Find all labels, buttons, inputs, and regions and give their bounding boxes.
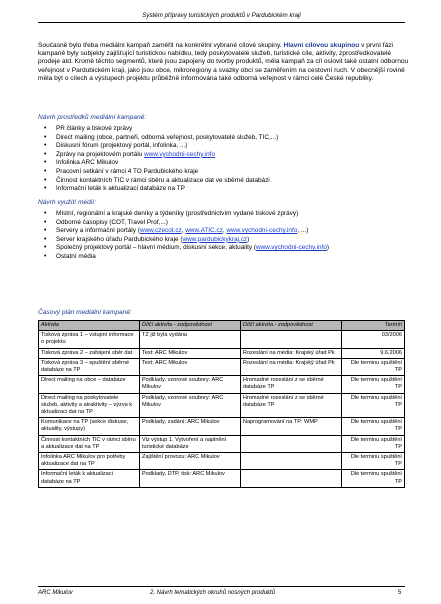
table-cell: Naprogramování na TP: WMP xyxy=(240,418,341,435)
table-cell: Viz výstup 1. Vytvoření a naplnění turistické databáze xyxy=(139,435,240,452)
link-vychodni-cechy[interactable]: www.vychodni-cechy.info xyxy=(226,227,298,235)
table-row xyxy=(39,453,405,470)
table-cell: Dle terminu spuštění TP xyxy=(341,358,404,375)
table-cell: Hromadné rozeslání z se sběrné databáze TP xyxy=(240,376,341,393)
media-item xyxy=(56,244,329,253)
media-item xyxy=(56,219,329,228)
table-row xyxy=(39,358,405,375)
table-cell: TZ již byla vydána xyxy=(139,331,240,348)
page-header: Systém přípravy turistických produktů v Pardubickém kraji xyxy=(142,12,301,19)
tools-item xyxy=(56,142,278,151)
link-vychodni-cechy[interactable]: www.vychodni-cechy.info xyxy=(255,244,327,252)
column-header: Dílčí aktivita - zodpovědnost xyxy=(139,321,240,331)
table-cell: Informační leták k aktualizaci databáze na TP xyxy=(39,470,140,487)
table-row xyxy=(39,393,405,418)
media-item-text: Místní, regionální a krajské deníky a týdeníky (prostřednictvím vydané tiskové zprávy) xyxy=(56,210,299,217)
table-cell: Hromadné rozeslání z se sběrné databáze TP xyxy=(240,393,341,418)
table-cell: Dle terminu spuštění TP xyxy=(341,470,404,487)
table-cell: Dle terminu spuštění TP xyxy=(341,393,404,418)
table-cell: Komunikace na TP (sekce diskuse, aktuality, výstupy) xyxy=(39,418,140,435)
table-cell: Činnost kontaktních TIC v rámci sběru a aktualizace dat na TP xyxy=(39,435,140,452)
media-item-text: , ...) xyxy=(297,227,309,235)
table-cell: Text: ARC Mikulov xyxy=(139,358,240,375)
table-cell: Tisková zpráva 1 – vstupní informace o projektu xyxy=(39,331,140,348)
table-cell: Dle terminu spuštění TP xyxy=(341,435,404,452)
tools-item xyxy=(56,125,278,134)
tools-item xyxy=(56,159,278,168)
tools-item-text: PR články a tiskové zprávy xyxy=(56,125,133,132)
table-cell: Podklady, vzorové soubory: ARC Mikulov xyxy=(139,376,240,393)
column-header: Termín xyxy=(341,321,404,331)
schedule-table xyxy=(38,320,405,488)
intro-rest: v první fázi kampaně byly subjekty zajišťující turistickou nabídku, tedy poskytovatelé služeb, turistické cíle, aktivity, zprostředkovatelé prodeje atd. Kromě těchto segmentů, které jsou zapojeny do tvorby produktů, měla kampaň za cíl oslovit také ostatní odbornou veřejnost v Pardubickém kraji, jako jsou obce, mikroregiony a svazky obcí se zaměřením na cestovní ruch. V obecnější rovině měla být o cílech a výstupech projektu průběžně informována také odborná veřejnost v rámci celé České republiky. xyxy=(38,42,409,82)
table-cell xyxy=(240,453,341,470)
table-cell: Rozeslání na média: Krajský úřad Pk xyxy=(240,358,341,375)
portal-link[interactable]: www.vychodni-cechy.info xyxy=(144,150,216,158)
table-cell xyxy=(240,331,341,348)
tools-item-text: Diskusní fórum (projektový portál, infolinka, ...) xyxy=(56,142,188,150)
table-cell: Tisková zpráva 3 – spuštění sběrné databáze na TP xyxy=(39,358,140,375)
table-cell: Podklady, zadání: ARC Mikulov xyxy=(139,418,240,435)
table-cell: 03/2006 xyxy=(341,331,404,348)
separator: , xyxy=(181,227,186,235)
tools-item-text: Infolinka ARC Mikulov xyxy=(56,159,119,167)
tools-item-text: Direct mailing (obce, partneři, odborná veřejnost, poskytovatelé služeb, TIC,...) xyxy=(56,133,279,141)
table-cell xyxy=(240,435,341,452)
media-item-text: Server krajského úřadu Pardubického kraje ( xyxy=(56,235,183,243)
tools-item xyxy=(56,134,278,143)
media-list xyxy=(56,210,329,262)
media-item-text: ) xyxy=(247,235,250,243)
media-item-text: ) xyxy=(326,244,330,252)
table-cell xyxy=(240,470,341,487)
tools-heading: Návrh prostředků mediální kampaně: xyxy=(38,114,147,121)
table-cell: Podklady, DTP, tisk: ARC Mikulov xyxy=(139,470,240,487)
table-cell: 9.6.2006 xyxy=(341,348,404,358)
header-rule xyxy=(38,22,405,23)
media-item-text: Servery a informační portály ( xyxy=(56,227,140,235)
table-cell: Tisková zpráva 2 – zahájení sběr dat xyxy=(39,348,140,358)
table-row xyxy=(39,418,405,435)
intro-bold: Hlavní cílovou skupinou xyxy=(283,42,360,49)
table-cell: Text: ARC Mikulov xyxy=(139,348,240,358)
table-cell: Dle terminu spuštění TP xyxy=(341,418,404,435)
column-header: Aktivita xyxy=(39,321,140,331)
page-number: 5 xyxy=(398,590,402,596)
media-item-text: Ostatní média xyxy=(56,252,96,260)
tools-item xyxy=(56,185,278,194)
tools-item-text: Pracovní setkání v rámci 4 TO Pardubického kraje xyxy=(56,167,199,175)
media-heading: Návrh využití médií: xyxy=(38,199,96,206)
media-item xyxy=(56,236,329,245)
table-row xyxy=(39,348,405,358)
link-czecot[interactable]: www.czecot.cz xyxy=(139,227,182,235)
tools-item xyxy=(56,168,278,177)
column-header: Dílčí aktivita - zodpovědnost xyxy=(240,321,341,331)
table-header-row xyxy=(39,321,405,331)
tools-list xyxy=(56,125,278,194)
table-row xyxy=(39,470,405,487)
schedule-heading: Časový plán mediální kampaně: xyxy=(38,309,132,316)
tools-item-text: Informační leták k aktualizaci databáze na TP xyxy=(56,185,185,193)
tools-item-text: Zprávy na projektovém portálu xyxy=(56,150,145,158)
table-cell: Rozeslání na média: Krajský úřad Pk xyxy=(240,348,341,358)
intro-paragraph xyxy=(38,42,410,83)
media-item xyxy=(56,210,329,219)
table-cell: Dle terminu spuštění TP xyxy=(341,453,404,470)
media-item-text: Odborné časopisy (COT, Travel Prof,...) xyxy=(56,218,168,226)
table-cell: Infolinka ARC Mikulov pro potřeby aktualizace dat na TP xyxy=(39,453,140,470)
tools-item xyxy=(56,177,278,186)
tools-item xyxy=(56,151,278,160)
media-item-text: Společný projektový portál – hlavní médium, diskusní sekce, aktuality ( xyxy=(56,244,256,252)
footer-center: 2. Návrh tematických okruhů nosných produktů xyxy=(150,590,276,596)
intro-lead: Současně bylo třeba mediální kampaň zaměřit na konkrétní vybrané cílové skupiny. xyxy=(38,42,282,49)
table-row xyxy=(39,331,405,348)
tools-item-text: Činnost kontaktních TIC v rámci sběru a aktualizace dat ve sběrné databázi xyxy=(56,176,270,184)
footer-rule xyxy=(38,586,405,587)
media-item xyxy=(56,253,329,262)
table-cell: Direct mailing na obce – databáze xyxy=(39,376,140,393)
separator: , xyxy=(222,227,227,235)
table-cell: Zajištění provozu: ARC Mikulov xyxy=(139,453,240,470)
table-cell: Direct mailing na poskytovatele služeb, aktivity a atraktivity – výzva k aktualizaci dat na TP xyxy=(39,393,140,418)
table-row xyxy=(39,435,405,452)
table-row xyxy=(39,376,405,393)
link-atic[interactable]: www.ATIC.cz xyxy=(185,227,223,235)
table-cell: Podklady, vzorové soubory: ARC Mikulov xyxy=(139,393,240,418)
table-cell: Dle terminu spuštění TP xyxy=(341,376,404,393)
link-pardubickykraj[interactable]: www.pardubickykraj.cz xyxy=(182,235,248,243)
media-item xyxy=(56,227,329,236)
footer-left: ARC Mikulov xyxy=(38,590,73,596)
